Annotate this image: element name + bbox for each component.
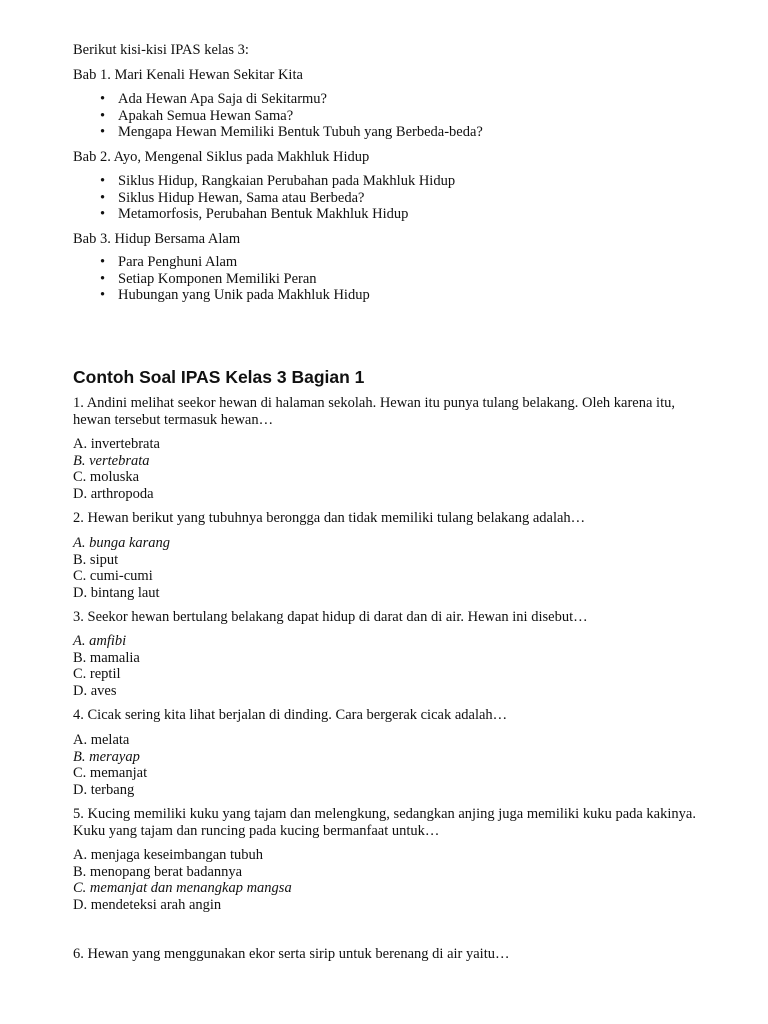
option-item: D. arthropoda: [73, 485, 154, 502]
option-item: B. vertebrata: [73, 452, 150, 469]
list-item: • Siklus Hidup, Rangkaian Perubahan pada Makhluk Hidup: [73, 173, 455, 190]
question-5-options: [73, 847, 292, 913]
list-item: • Para Penghuni Alam: [73, 254, 370, 271]
option-item: D. terbang: [73, 781, 135, 798]
chapter-3-list: [73, 254, 370, 304]
option-item: B. merayap: [73, 748, 140, 765]
section-title: Contoh Soal IPAS Kelas 3 Bagian 1: [73, 367, 365, 387]
question-4-text: 4. Cicak sering kita lihat berjalan di dinding. Cara bergerak cicak adalah…: [73, 707, 508, 723]
option-item: B. menopang berat badannya: [73, 863, 243, 880]
option-item: D. aves: [73, 682, 117, 699]
chapter-2-title: Bab 2. Ayo, Mengenal Siklus pada Makhluk Hidup: [73, 149, 370, 165]
question-4-options: [73, 732, 147, 798]
question-2-text: 2. Hewan berikut yang tubuhnya berongga dan tidak memiliki tulang belakang adalah…: [73, 510, 586, 526]
option-item: A. amfibi: [73, 633, 127, 649]
option-item: A. invertebrata: [73, 436, 160, 452]
list-item: • Apakah Semua Hewan Sama?: [73, 108, 483, 125]
chapter-1-list: [73, 91, 483, 141]
option-item: C. memanjat: [73, 765, 148, 782]
question-5-text: 5. Kucing memiliki kuku yang tajam dan melengkung, sedangkan anjing juga memiliki kuku pada kakinya. Kuku yang tajam dan runcing pada kucing bermanfaat untuk…: [73, 806, 696, 839]
list-item: • Metamorfosis, Perubahan Bentuk Makhluk Hidup: [73, 206, 455, 223]
option-item: A. bunga karang: [73, 535, 171, 551]
option-item: B. mamalia: [73, 649, 140, 666]
list-item: • Siklus Hidup Hewan, Sama atau Berbeda?: [73, 190, 455, 207]
list-item: • Setiap Komponen Memiliki Peran: [73, 271, 370, 288]
chapter-2-list: [73, 173, 455, 223]
question-1-text: 1. Andini melihat seekor hewan di halaman sekolah. Hewan itu punya tulang belakang. Oleh karena itu, hewan tersebut termasuk hewan…: [73, 395, 675, 428]
option-item: C. cumi-cumi: [73, 568, 153, 585]
option-item: C. memanjat dan menangkap mangsa: [73, 880, 292, 897]
chapter-3-title: Bab 3. Hidup Bersama Alam: [73, 231, 241, 247]
option-item: C. reptil: [73, 666, 121, 683]
option-item: B. siput: [73, 551, 119, 568]
list-item: • Mengapa Hewan Memiliki Bentuk Tubuh yang Berbeda-beda?: [73, 124, 483, 141]
question-3-options: [73, 633, 140, 699]
question-3-text: 3. Seekor hewan bertulang belakang dapat hidup di darat dan di air. Hewan ini disebut…: [73, 609, 588, 625]
option-item: A. melata: [73, 732, 130, 748]
chapter-1-title: Bab 1. Mari Kenali Hewan Sekitar Kita: [73, 67, 303, 83]
option-item: D. mendeteksi arah angin: [73, 896, 222, 913]
question-1-options: [73, 436, 160, 502]
intro-text: Berikut kisi-kisi IPAS kelas 3:: [73, 42, 249, 58]
list-item: • Ada Hewan Apa Saja di Sekitarmu?: [73, 91, 483, 108]
option-item: D. bintang laut: [73, 584, 160, 601]
question-6-text: 6. Hewan yang menggunakan ekor serta sirip untuk berenang di air yaitu…: [73, 946, 510, 962]
question-2-options: [73, 535, 170, 601]
option-item: A. menjaga keseimbangan tubuh: [73, 847, 264, 863]
list-item: • Hubungan yang Unik pada Makhluk Hidup: [73, 287, 370, 304]
option-item: C. moluska: [73, 469, 140, 486]
